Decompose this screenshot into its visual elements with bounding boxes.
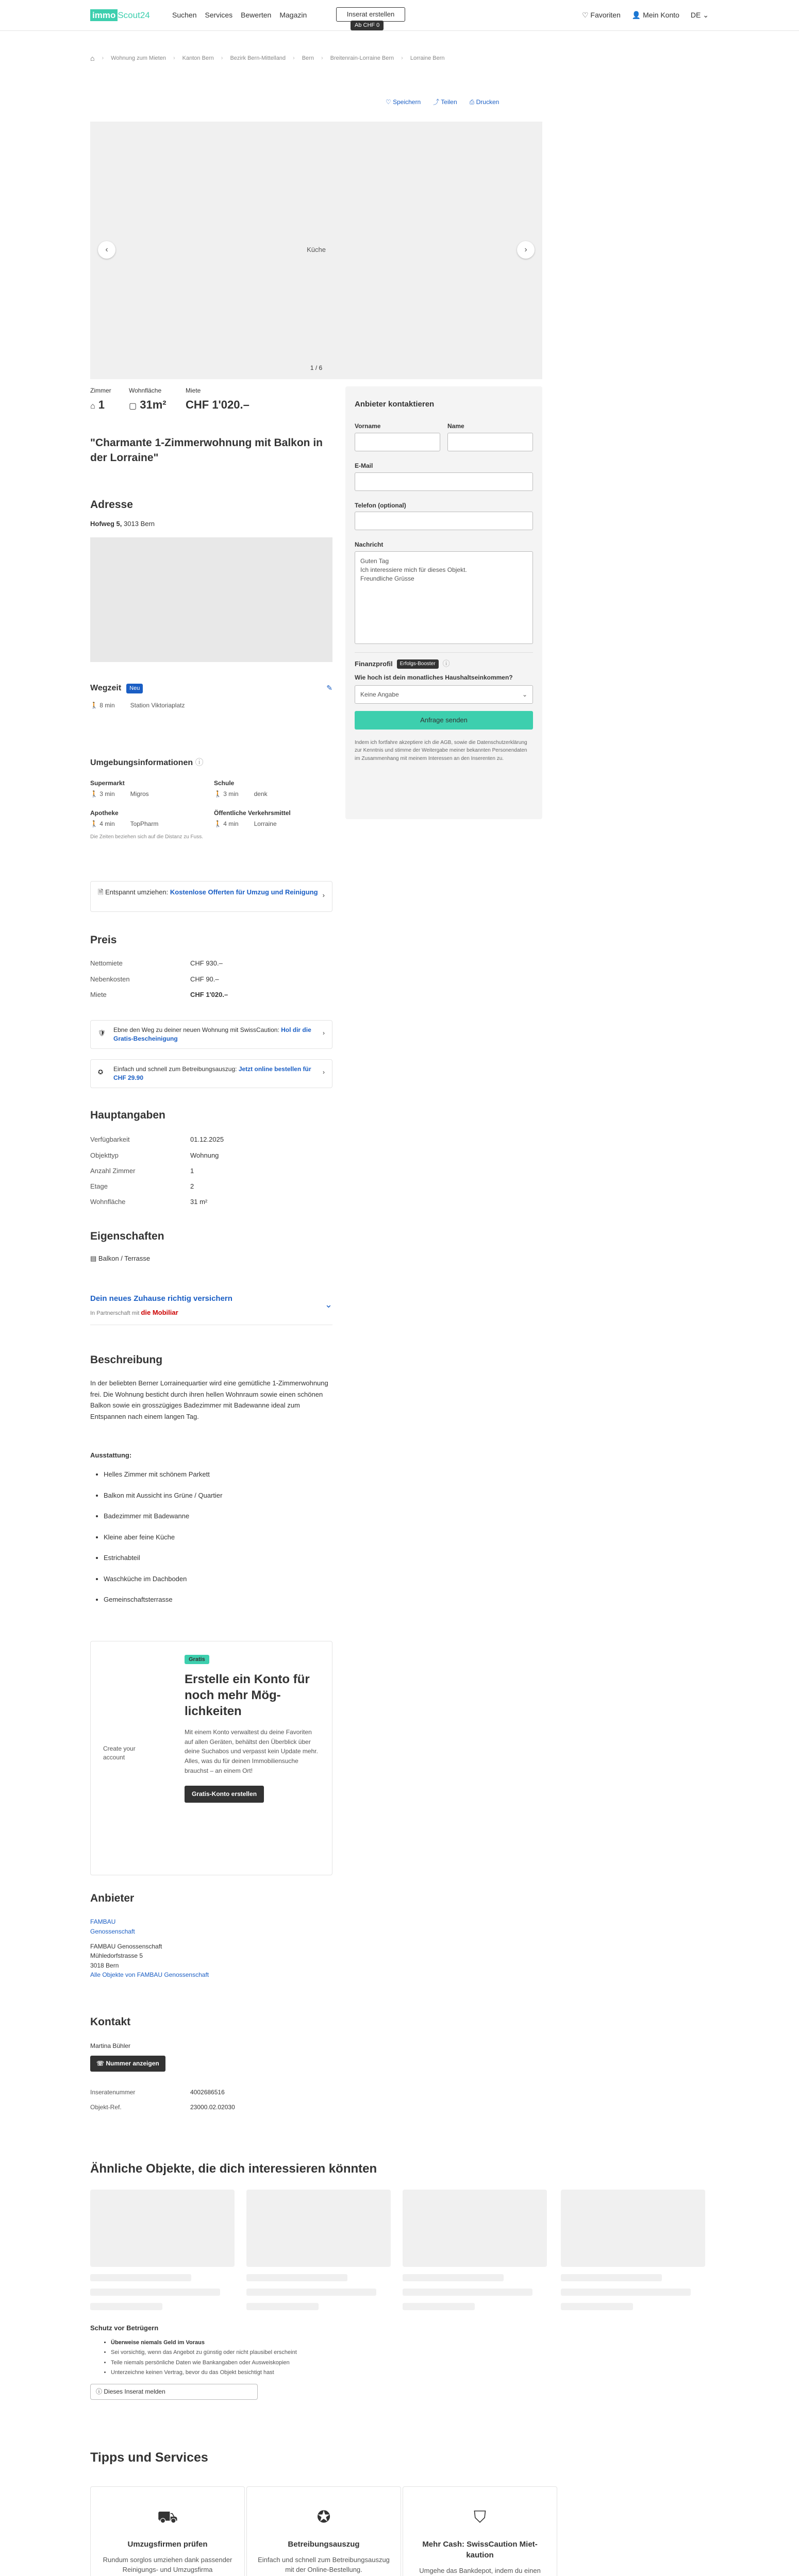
- account-card-title: Erstelle ein Konto für noch mehr Möglichkeiten: [185, 1672, 310, 1718]
- swisscaution-promo[interactable]: [90, 1020, 332, 1049]
- contact-row: Inseratenummer 4002686516: [90, 2088, 225, 2096]
- provider-city: 3018 Bern: [90, 1961, 119, 1969]
- form-legal-text: Indem ich fortfahre akzeptiere ich die AGB, sowie die Datenschutzerklärung zur Kenntnis und stimme der Weitergabe meiner bekannten Personendaten im Zusammenhang mit meinem Interessen an den Inserenten zu.: [355, 739, 527, 761]
- breadcrumb-item[interactable]: Kanton Bern: [182, 55, 214, 62]
- nav-services[interactable]: Services: [205, 11, 233, 19]
- lang-label: DE: [690, 11, 701, 19]
- report-label: Dieses Inserat melden: [104, 2388, 165, 2396]
- listing-actions: [386, 98, 499, 107]
- balcony-icon: ▤: [90, 1255, 97, 1263]
- heart-icon: ♡: [386, 98, 391, 106]
- chevron-right-icon: ›: [323, 1069, 325, 1076]
- nav-bewerten[interactable]: Bewerten: [241, 11, 272, 19]
- rent-value: CHF 1'020.–: [186, 398, 249, 411]
- tip-title: Betreibungsauszug: [288, 2539, 360, 2549]
- email-label: E-Mail: [355, 462, 373, 469]
- gallery-image-caption: Küche: [307, 246, 326, 253]
- provider-company: FAMBAU Genossenschaft: [90, 1942, 162, 1950]
- similar-heading: Ähnliche Objekte, die dich interessieren könnten: [90, 2162, 377, 2176]
- rent-label: Miete: [186, 387, 201, 394]
- surroundings-heading: Umgebungsinformationen ⓘ: [90, 758, 204, 767]
- info-row: Anzahl Zimmer 1: [90, 1166, 194, 1175]
- insert-price-badge: Ab CHF 0: [351, 21, 384, 30]
- surroundings-section: [90, 757, 332, 841]
- breadcrumb-item[interactable]: Wohnung zum Mieten: [111, 55, 166, 62]
- route-station: Station Viktoriaplatz: [130, 702, 185, 709]
- price-row: Nebenkosten CHF 90.–: [90, 975, 219, 983]
- image-gallery[interactable]: [90, 122, 542, 379]
- insurance-title[interactable]: Dein neues Zuhause richtig versichern: [90, 1294, 232, 1303]
- description-section: [90, 1352, 332, 1605]
- chevron-left-icon: ‹: [105, 245, 108, 254]
- print-button[interactable]: [470, 98, 500, 107]
- map-placeholder[interactable]: [90, 537, 332, 662]
- income-select-value: Keine Angabe: [360, 690, 399, 698]
- main-nav: [172, 10, 307, 21]
- breadcrumb-item[interactable]: Bezirk Bern-Mittelland: [230, 55, 286, 62]
- tip-body: Rundum sorglos umziehen dank passender Reinigungs- und Umzugsfirma: [103, 2555, 232, 2574]
- price-row: Miete CHF 1'020.–: [90, 990, 228, 998]
- heart-icon: ♡: [581, 11, 589, 19]
- door-icon: ⌂: [90, 401, 95, 411]
- promo1-link[interactable]: Hol dir die Gratis-Bescheinigung: [113, 1026, 311, 1042]
- share-icon: ⤴: [433, 98, 440, 106]
- info-row: Etage 2: [90, 1182, 194, 1190]
- moving-promo-link[interactable]: Kostenlose Offerten für Umzug und Reinigung: [170, 888, 318, 896]
- contact-person: Martina Bühler: [90, 2042, 131, 2050]
- description-heading: Beschreibung: [90, 1354, 163, 1366]
- gallery-next-button[interactable]: [517, 241, 535, 259]
- rooms-label: Zimmer: [90, 387, 111, 394]
- account-label: Mein Konto: [643, 11, 679, 19]
- seal-icon: ✪: [317, 2507, 331, 2526]
- show-number-button[interactable]: [90, 2056, 165, 2072]
- equipment-item: • Kleine aber feine Küche: [104, 1532, 332, 1543]
- equipment-item: • Helles Zimmer mit schönem Parkett: [104, 1469, 332, 1480]
- fraud-heading: Schutz vor Betrügern: [90, 2324, 159, 2332]
- area-label: Wohnfläche: [129, 387, 162, 394]
- user-icon: 👤: [631, 11, 641, 19]
- phone-label: Telefon (optional): [355, 501, 406, 509]
- description-text: In der beliebten Berner Lorrainequartier wird eine gemütliche 1-Zimmerwohnung frei. Die Wohnung besticht durch ihren hellen Wohnraum sowie einen schönen Balkon sowie ein grosszügiges Badezimmer mit Badewanne ideal zum Entspannen nach einem langen Tag.: [90, 1379, 328, 1420]
- phone-icon: ☏: [96, 2060, 105, 2067]
- printer-icon: ⎙: [469, 98, 475, 106]
- tip-card-deposit[interactable]: [403, 2486, 557, 2576]
- similar-listing-card[interactable]: [403, 2190, 547, 2308]
- promo1-text: Ebne den Weg zu deiner neuen Wohnung mit SwissCaution:: [113, 1026, 281, 1033]
- moving-promo[interactable]: [90, 881, 332, 912]
- gallery-prev-button[interactable]: [98, 241, 115, 259]
- account-card-body: Mit einem Konto verwaltest du deine Favoriten auf allen Geräten, behältst den Überblick über deine Suchabos und verpasst kein Update mehr. Alles, was du für deinen Immobiliensuche brauchst – an einem Ort!: [185, 1728, 318, 1774]
- chevron-right-icon: ›: [322, 891, 325, 899]
- similar-listing-card[interactable]: [90, 2190, 235, 2308]
- breadcrumb: ⌂ › Wohnung zum Mieten › Kanton Bern › Bezirk Bern-Mittelland › Bern › Breitenrain-Lorraine Bern › Lorraine Bern: [90, 54, 444, 64]
- equipment-list: [90, 1469, 332, 1605]
- listing-title: "Charmante 1-Zimmerwohnung mit Balkon in der Lorraine": [90, 437, 323, 464]
- provider-section: [90, 1891, 332, 1980]
- promo2-text: Einfach und schnell zum Betreibungsauszug:: [113, 1065, 239, 1073]
- poi-transport: Öffentliche Verkehrsmittel 🚶 4 min Lorraine: [214, 809, 291, 827]
- last-name-field[interactable]: [447, 433, 533, 451]
- logo-im: immo: [90, 9, 118, 21]
- create-account-button[interactable]: Gratis-Konto erstellen: [185, 1786, 264, 1803]
- phone-field[interactable]: [355, 512, 533, 530]
- area-icon: ▢: [129, 401, 137, 411]
- finance-profile-label: Finanzprofil: [355, 659, 393, 668]
- insurance-promo[interactable]: [90, 1293, 332, 1325]
- chevron-down-icon: ⌄: [522, 690, 527, 698]
- nav-magazin[interactable]: Magazin: [279, 11, 307, 19]
- submit-inquiry-button[interactable]: Anfrage senden: [355, 711, 533, 730]
- truck-icon: ⛟: [157, 2507, 178, 2526]
- contact-section: [90, 2014, 332, 2115]
- fraud-tip: • Teile niemals persönliche Daten wie Bankangaben oder Ausweiskopien: [111, 2358, 348, 2368]
- equipment-item: • Balkon mit Aussicht ins Grüne / Quartier: [104, 1490, 332, 1501]
- moving-icon: 🗎: [98, 888, 104, 896]
- rooms-value: 1: [98, 398, 105, 411]
- chevron-down-icon[interactable]: ⌄: [324, 1299, 332, 1310]
- price-heading: Preis: [90, 934, 117, 946]
- shield-icon: 🛡: [98, 1029, 106, 1037]
- breadcrumb-item[interactable]: Lorraine Bern: [410, 55, 445, 62]
- info-row: Objekttyp Wohnung: [90, 1151, 219, 1159]
- tip-card-moving[interactable]: [90, 2486, 245, 2576]
- share-label: Teilen: [441, 98, 457, 106]
- route-time: 8 min: [99, 702, 115, 709]
- address-street: Hofweg 5,: [90, 520, 122, 528]
- provider-name-link[interactable]: FAMBAU Genossenschaft: [90, 1918, 135, 1935]
- address-city: 3013 Bern: [124, 520, 155, 528]
- price-row: Nettomiete CHF 930.–: [90, 959, 223, 968]
- site-logo[interactable]: [90, 9, 150, 22]
- info-row: Verfügbarkeit 01.12.2025: [90, 1136, 224, 1144]
- email-field[interactable]: [355, 472, 533, 491]
- fraud-tip: • Unterzeichne keinen Vertrag, bevor du das Objekt besichtigt hast: [111, 2368, 348, 2378]
- info-row: Wohnfläche 31 m²: [90, 1198, 208, 1206]
- income-select[interactable]: [355, 685, 533, 704]
- fraud-tip: • Überweise niemals Geld im Voraus: [111, 2338, 348, 2348]
- first-name-field[interactable]: [355, 433, 440, 451]
- message-field[interactable]: Guten Tag Ich interessiere mich für dieses Objekt. Freundliche Grüsse: [355, 551, 533, 644]
- fraud-tip: • Sei vorsichtig, wenn das Angebot zu günstig oder nicht plausibel erscheint: [111, 2348, 348, 2358]
- chevron-down-icon: ⌄: [703, 11, 709, 19]
- similar-listing-card[interactable]: [561, 2190, 705, 2308]
- main-info-heading: Hauptangaben: [90, 1109, 165, 1121]
- features-heading: Eigenschaften: [90, 1230, 164, 1242]
- logo-scout: Scout24: [118, 10, 150, 20]
- first-name-label: Vorname: [355, 422, 381, 430]
- route-section: [90, 683, 332, 710]
- poi-school: Schule 🚶 3 min denk: [214, 779, 268, 798]
- account-link[interactable]: [632, 10, 679, 21]
- info-icon[interactable]: ⓘ: [195, 758, 204, 767]
- home-icon[interactable]: ⌂: [90, 54, 95, 62]
- breadcrumb-item[interactable]: Breitenrain-Lorraine Bern: [330, 55, 394, 62]
- edit-icon[interactable]: ✎: [326, 684, 332, 692]
- contact-form: [345, 386, 542, 819]
- equipment-item: • Gemeinschaftsterrasse: [104, 1595, 332, 1605]
- tip-title: Umzugsfirmen prüfen: [127, 2539, 208, 2549]
- features-section: [90, 1229, 332, 1264]
- new-badge: Neu: [126, 684, 143, 693]
- report-listing-button[interactable]: [90, 2384, 258, 2400]
- tip-title: Mehr Cash: SwissCaution Mietkaution: [422, 2539, 538, 2560]
- fraud-section: [90, 2324, 348, 2400]
- last-name-label: Name: [447, 422, 464, 430]
- income-question: Wie hoch ist dein monatliches Haushaltseinkommen?: [355, 673, 513, 681]
- info-icon[interactable]: ⓘ: [442, 659, 450, 668]
- address-section: [90, 497, 332, 662]
- contact-heading: Kontakt: [90, 2016, 131, 2028]
- provider-all-listings-link[interactable]: Alle Objekte von FAMBAU Genossenschaft: [90, 1971, 209, 1979]
- share-button[interactable]: [433, 98, 457, 107]
- insurance-partner-label: In Partnerschaft mit: [90, 1310, 140, 1316]
- tip-body: Einfach und schnell zum Betreibungsauszug mit der Online-Bestellung.: [258, 2555, 390, 2574]
- header-right: [582, 10, 709, 21]
- form-heading: Anbieter kontaktieren: [355, 400, 435, 409]
- poi-pharmacy: Apotheke 🚶 4 min TopPharm: [90, 809, 159, 827]
- price-section: [90, 933, 332, 1003]
- address-heading: Adresse: [90, 499, 133, 511]
- save-button[interactable]: [386, 98, 421, 107]
- feature-item: Balkon / Terrasse: [98, 1255, 151, 1263]
- area-value: 31m²: [140, 398, 167, 411]
- site-header: [0, 0, 799, 31]
- favorites-link[interactable]: [582, 10, 621, 21]
- create-account-card: [90, 1641, 332, 1875]
- language-select[interactable]: [691, 10, 709, 21]
- alert-icon: ⓘ: [96, 2388, 103, 2396]
- nav-suchen[interactable]: Suchen: [172, 11, 197, 19]
- equipment-heading: Ausstattung:: [90, 1451, 132, 1460]
- breadcrumb-item[interactable]: Bern: [302, 55, 314, 62]
- free-badge: Gratis: [185, 1655, 209, 1664]
- mobiliar-logo: die Mobiliar: [141, 1309, 178, 1316]
- equipment-item: • Waschküche im Dachboden: [104, 1574, 332, 1584]
- tips-heading: Tipps und Services: [90, 2450, 208, 2465]
- insert-ad-button[interactable]: Inserat erstellen: [336, 7, 405, 22]
- surroundings-note: Die Zeiten beziehen sich auf die Distanz zu Fuss.: [90, 834, 203, 840]
- key-facts: [90, 386, 332, 413]
- favorites-label: Favoriten: [590, 11, 621, 19]
- contact-row: Objekt-Ref. 23000.02.02030: [90, 2103, 235, 2111]
- poi-supermarket: Supermarkt 🚶 3 min Migros: [90, 779, 149, 798]
- save-label: Speichern: [393, 98, 421, 106]
- route-heading: Wegzeit: [90, 684, 122, 692]
- success-booster-badge: Erfolgs-Booster: [397, 659, 439, 669]
- account-side-label: Create your account: [103, 1745, 136, 1761]
- equipment-item: • Estrichabteil: [104, 1553, 332, 1563]
- message-label: Nachricht: [355, 541, 384, 549]
- main-info-section: [90, 1108, 332, 1210]
- chevron-right-icon: ›: [524, 245, 527, 254]
- chevron-right-icon: ›: [323, 1029, 325, 1037]
- gallery-counter: 1 / 6: [310, 364, 323, 371]
- promo2-link[interactable]: Jetzt online bestellen für CHF 29.90: [113, 1065, 311, 1081]
- similar-listing-card[interactable]: [246, 2190, 391, 2308]
- show-number-label: Nummer anzeigen: [106, 2060, 159, 2067]
- tip-card-debt-extract[interactable]: [246, 2486, 401, 2576]
- moving-promo-text: Entspannt umziehen:: [105, 888, 170, 896]
- equipment-item: • Badezimmer mit Badewanne: [104, 1511, 332, 1521]
- tip-body: Umgehe das Bankdepot, indem du einen: [419, 2566, 541, 2574]
- print-label: Drucken: [476, 98, 500, 106]
- shield-icon: ⛉: [473, 2507, 486, 2526]
- walk-icon: 🚶: [90, 702, 98, 709]
- seal-icon: ✪: [98, 1069, 104, 1076]
- provider-street: Mühledorfstrasse 5: [90, 1952, 143, 1960]
- provider-heading: Anbieter: [90, 1892, 135, 1904]
- debt-extract-promo[interactable]: [90, 1059, 332, 1088]
